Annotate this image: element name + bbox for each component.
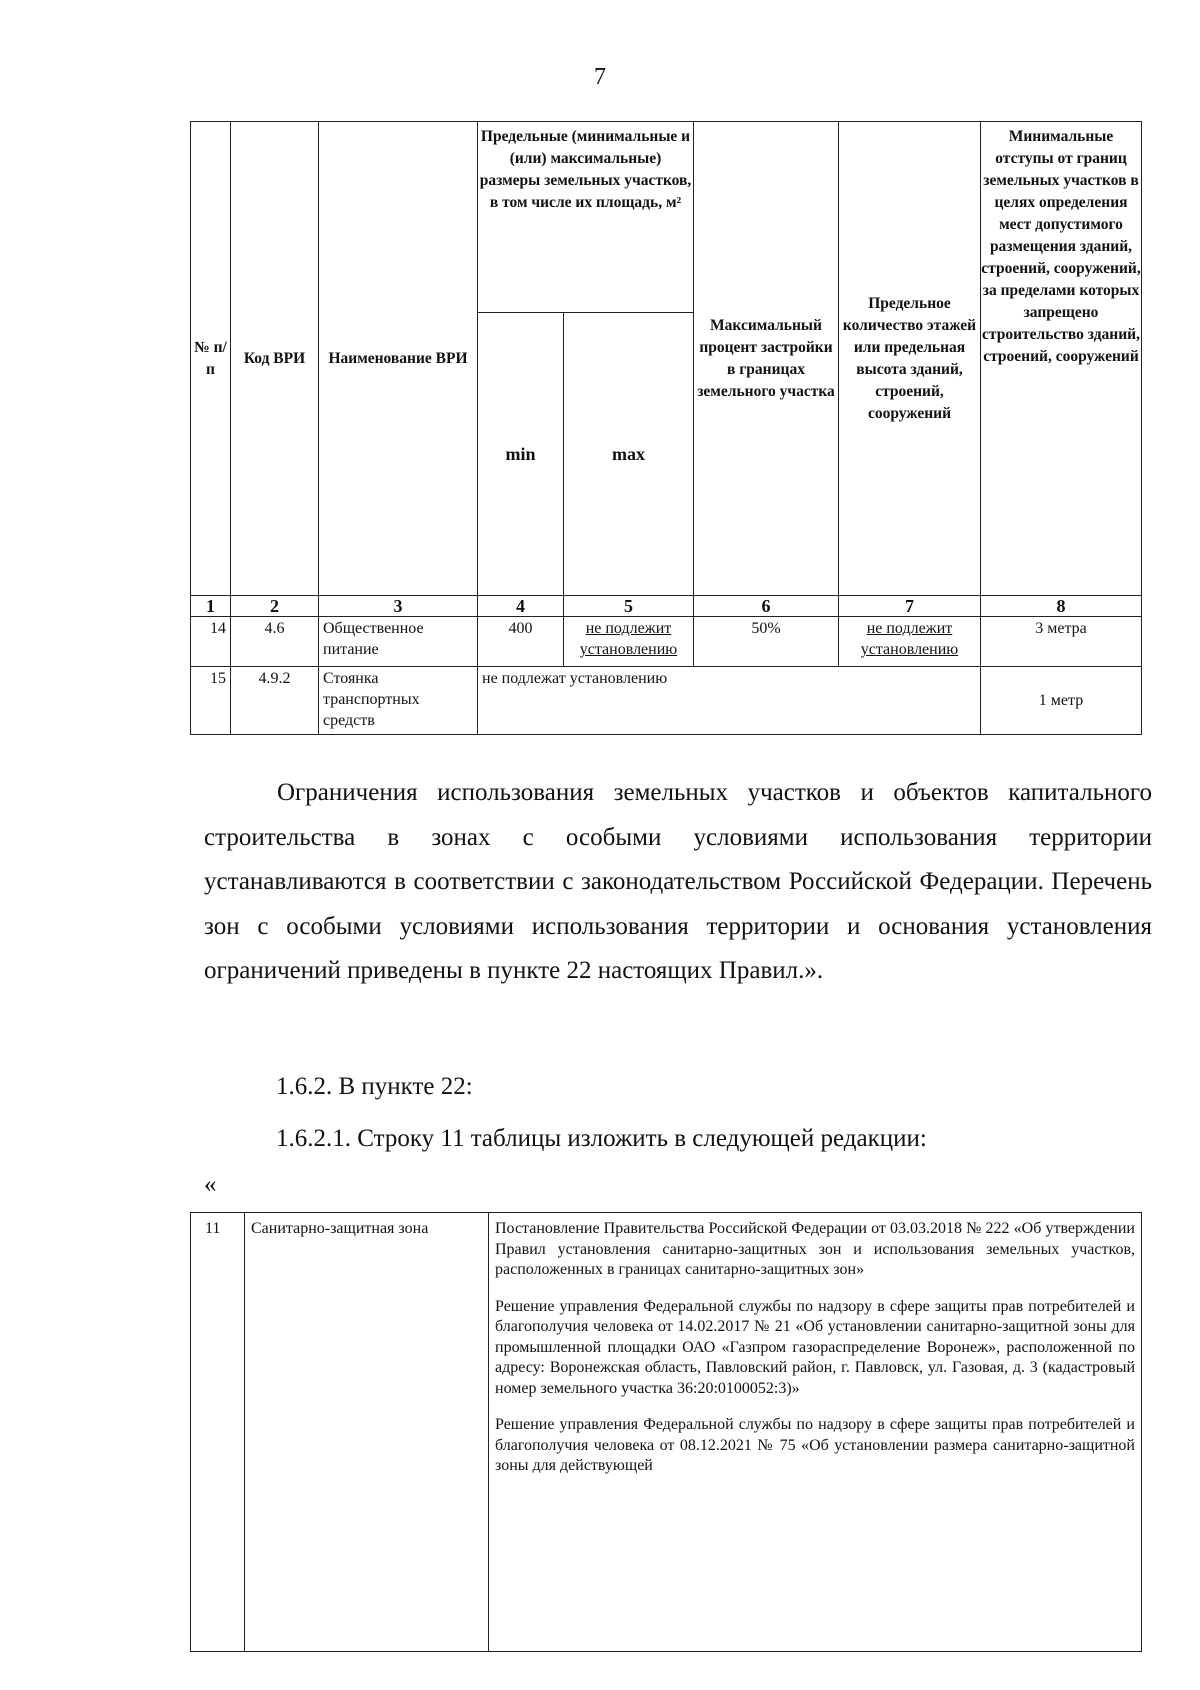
- cell-code: 4.9.2: [231, 667, 319, 735]
- column-number: 3: [319, 596, 478, 617]
- header-num: № п/п: [191, 122, 231, 596]
- body-paragraph: Ограничения использования земельных участков и объектов капитального строительства в зонах с особыми условиями использования территории устанавливаются в соответствии с законодательством Российской Федерации. Перечень зон с особыми условиями использования территории и основания установления ограничений приведены в пункте 22 настоящих Правил.».: [204, 779, 1152, 984]
- cell-name: Стоянка транспортных средств: [319, 667, 478, 735]
- cell-documents: [489, 1213, 1142, 1652]
- cell-name: Общественное питание: [319, 617, 478, 667]
- header-floors: Предельное количество этажей или предельная высота зданий, строений, сооружений: [839, 122, 981, 596]
- table-row: [191, 667, 1142, 735]
- cell-setbacks: 3 метра: [981, 617, 1142, 667]
- column-number: 2: [231, 596, 319, 617]
- cell-floors: не подлежит установлению: [839, 617, 981, 667]
- column-number: 4: [478, 596, 564, 617]
- cell-setbacks: 1 метр: [981, 667, 1142, 735]
- cell-num: 14: [191, 617, 231, 667]
- body-paragraph: 1.6.2. В пункте 22:: [276, 1073, 473, 1100]
- header-size-group: Предельные (минимальные и (или) максимальные) размеры земельных участков, в том числе их площадь, м²: [478, 122, 694, 313]
- opening-quote: «: [204, 1171, 217, 1198]
- document-reference: Постановление Правительства Российской Федерации от 03.03.2018 № 222 «Об утверждении Правил установления санитарно-защитных зон и использования земельных участков, расположенных в границах санитарно-защитных зон»: [495, 1220, 1135, 1278]
- cell-num: 15: [191, 667, 231, 735]
- column-number: 5: [564, 596, 694, 617]
- sanitary-zone-table: [190, 1212, 1142, 1652]
- cell-code: 4.6: [231, 617, 319, 667]
- header-name: Наименование ВРИ: [319, 122, 478, 596]
- table-row: [191, 617, 1142, 667]
- header-row: [191, 122, 1142, 313]
- header-min: min: [478, 313, 564, 596]
- column-number: 7: [839, 596, 981, 617]
- document-reference: Решение управления Федеральной службы по надзору в сфере защиты прав потребителей и благополучия человека от 08.12.2021 № 75 «Об установлении размера санитарно-защитной зоны для действующей: [495, 1416, 1135, 1474]
- header-max: max: [564, 313, 694, 596]
- header-build-percent: Максимальный процент застройки в границах земельного участка: [694, 122, 839, 596]
- header-setbacks: Минимальные отступы от границ земельных участков в целях определения мест допустимого размещения зданий, строений, сооружений, за пределами которых запрещено строительство зданий, строений, сооружений: [981, 122, 1142, 596]
- header-code: Код ВРИ: [231, 122, 319, 596]
- body-paragraph: 1.6.2.1. Строку 11 таблицы изложить в следующей редакции:: [276, 1125, 927, 1152]
- document-reference: Решение управления Федеральной службы по надзору в сфере защиты прав потребителей и благополучия человека от 14.02.2017 № 21 «Об установлении санитарно-защитной зоны для промышленной площадки ОАО «Газпром газораспределение Воронеж», расположенной по адресу: Воронежская область, Павловский район, г. Павловск, ул. Газовая, д. 3 (кадастровый номер земельного участка 36:20:0100052:3)»: [495, 1297, 1135, 1397]
- cell-merged: не подлежат установлению: [478, 667, 981, 735]
- zoning-parameters-table: [190, 121, 1142, 735]
- cell-min: 400: [478, 617, 564, 667]
- table-row: [191, 1213, 1142, 1652]
- column-number-row: [191, 596, 1142, 617]
- cell-zone: Санитарно-защитная зона: [245, 1213, 489, 1652]
- column-number: 1: [191, 596, 231, 617]
- column-number: 6: [694, 596, 839, 617]
- cell-num: 11: [191, 1213, 245, 1652]
- cell-build-percent: 50%: [694, 617, 839, 667]
- page-number: 7: [594, 64, 606, 90]
- column-number: 8: [981, 596, 1142, 617]
- cell-max: не подлежит установлению: [564, 617, 694, 667]
